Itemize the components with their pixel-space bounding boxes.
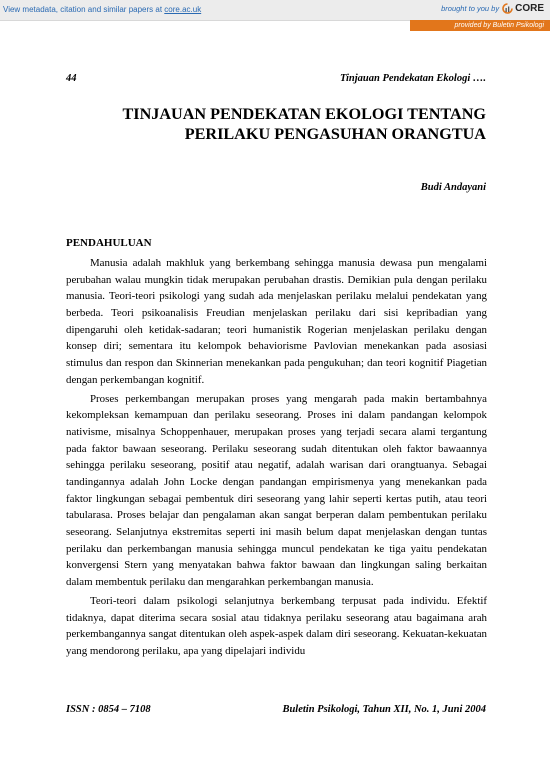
paragraph-2: Proses perkembangan merupakan proses yang mengarah pada makin bertambahnya kekompleksan kemampuan dan perilaku seseorang. Proses ini dalam pandangan kelompok nativisme, misalnya Schoppenhauer, merupakan proses yang terjadi secara alami tergantung pada faktor bawaan seseorang. Perilaku seseorang sudah ditentukan oleh faktor bawaannya sehingga perilaku seseorang, positif atau negatif, adalah warisan dari orangtuanya. Sebagai tandingannya adalah John Locke dengan pandangan empirismenya yang menekankan pada faktor lingkungan sebagai pembentuk diri seseorang yang lahir seperti kertas putih, atau teori tabularasa. Proses belajar dan pengalaman akan sangat berperan dalam pembentukan perilaku seseorang. Selanjutnya ekstremitas seperti ini masih belum dapat menjelaskan dengan tuntas perilaku dan perkembangan manusia sehingga muncul pendekatan ke tiga yaitu pendekatan konvergensi Stern yang menyatakan bahwa faktor bawaan dan lingkungan saling berkaitan dalam membentuk perilaku dan mengarahkan perkembangan manusia. (66, 392, 487, 588)
article-body (66, 255, 487, 662)
author-name: Budi Andayani (420, 182, 486, 193)
page-number: 44 (66, 73, 77, 84)
core-metadata-text (3, 5, 201, 14)
article-title-line2: PERILAKU PENGASUHAN ORANGTUA (184, 125, 486, 143)
journal-citation: Buletin Psikologi, Tahun XII, No. 1, Juni 2004 (282, 704, 486, 715)
core-link[interactable]: core.ac.uk (164, 5, 202, 14)
core-provided-by: provided by Buletin Psikologi (410, 20, 550, 31)
article-title (66, 104, 486, 144)
page-footer (66, 704, 486, 715)
core-brought-text: brought to you by (441, 4, 500, 13)
running-header (66, 73, 486, 84)
running-title: Tinjauan Pendekatan Ekologi …. (339, 73, 486, 84)
core-banner (0, 0, 550, 21)
paragraph-1: Manusia adalah makhluk yang berkembang sehingga manusia dewasa pun mengalami perubahan walau mungkin tidak merupakan perubahan drastis. Demikian pula dengan perilaku manusia. Teori-teori psikologi yang sudah ada menjelaskan perilaku melalui pendekatan yang berbeda. Teori psikoanalisis Freudian menjelaskan perilaku dari sisi kepribadian yang dipengaruhi oleh ketidak-sadaran; teori humanistik Rogerian menjelaskan perilaku dengan konsep diri; sementara itu kelompok behaviorisme Pavlovian menekankan pada asosiasi stimulus dan respon dan Skinnerian menekankan pada pengukuhan; dan teori kognitif Piagetian dengan perkembangan kognitif. (66, 257, 487, 386)
article-title-line1: TINJAUAN PENDEKATAN EKOLOGI TENTANG (122, 105, 486, 123)
core-logo-icon (502, 3, 513, 14)
core-metadata-label: View metadata, citation and similar papers at (3, 5, 163, 14)
core-logo-label: CORE (515, 3, 544, 14)
paragraph-3: Teori-teori dalam psikologi selanjutnya berkembang terpusat pada individu. Efektif tidaknya, dapat diterima secara sosial atau tidaknya perilaku seseorang atau bagaimana arah perkembangannya sangat ditentukan oleh aspek-aspek dalam diri seseorang. Kekuatan-kekuatan yang mendorong perilaku, apa yang dipelajari individu (66, 595, 487, 658)
core-logo[interactable] (502, 3, 544, 14)
section-heading: PENDAHULUAN (66, 237, 152, 249)
issn: ISSN : 0854 – 7108 (66, 704, 151, 715)
core-brand (441, 3, 544, 14)
